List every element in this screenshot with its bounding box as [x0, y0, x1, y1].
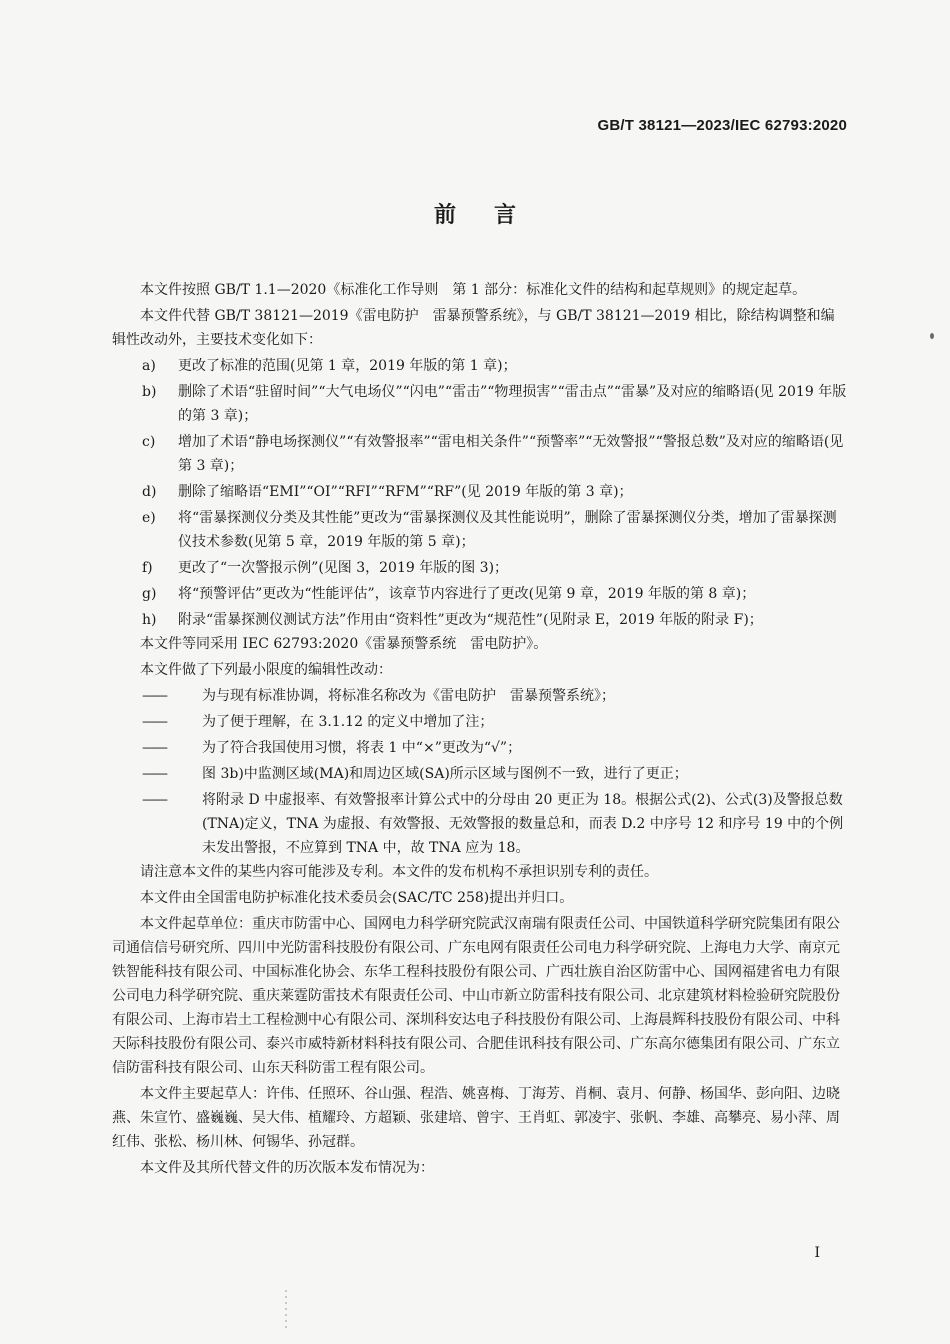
change-text: 删除了术语“驻留时间”“大气电场仪”“闪电”“雷击”“物理损害”“雷击点”“雷暴”及对应的缩略语(见 2019 年版的第 3 章)；	[178, 384, 847, 424]
paragraph-replacement: 本文件代替 GB/T 38121—2019《雷电防护 雷暴预警系统》，与 GB/T 38121—2019 相比，除结构调整和编辑性改动外，主要技术变化如下：	[112, 308, 835, 348]
change-label: g)	[142, 586, 157, 602]
edit-item	[112, 762, 847, 786]
paragraph-equivalence: 本文件等同采用 IEC 62793:2020《雷暴预警系统 雷电防护》。	[140, 636, 548, 652]
change-label: e)	[142, 510, 156, 526]
change-label: a)	[142, 358, 156, 374]
edit-item	[112, 788, 847, 860]
standard-code: GB/T 38121—2023/IEC 62793:2020	[597, 117, 847, 134]
scan-line-icon	[284, 1290, 288, 1330]
edit-item	[112, 710, 847, 734]
change-text: 更改了标准的范围(见第 1 章，2019 年版的第 1 章)；	[178, 358, 517, 374]
dash-mark: ——	[142, 740, 166, 756]
dash-mark: ——	[142, 766, 166, 782]
change-item	[112, 430, 847, 478]
change-text: 更改了“一次警报示例”(见图 3，2019 年版的图 3)；	[178, 560, 509, 576]
change-item	[112, 480, 847, 504]
dash-mark: ——	[142, 714, 166, 730]
change-item	[112, 506, 847, 554]
change-item	[112, 556, 847, 580]
edit-item	[112, 736, 847, 760]
paragraph-committee: 本文件由全国雷电防护标准化技术委员会(SAC/TC 258)提出并归口。	[140, 890, 574, 906]
paragraph-drafting-units: 本文件起草单位：重庆市防雷中心、国网电力科学研究院武汉南瑞有限责任公司、中国铁道科学研究院集团有限公司通信信号研究所、四川中光防雷科技股份有限公司、广东电网有限责任公司电力科学研究院、上海电力大学、南京元铁智能科技有限公司、中国标准化协会、东华工程科技股份有限公司、广西壮族自治区防雷中心、国网福建省电力有限公司电力科学研究院、重庆莱霆防雷技术有限责任公司、中山市新立防雷科技有限公司、北京建筑材料检验研究院股份有限公司、上海市岩土工程检测中心有限公司、深圳科安达电子科技股份有限公司、上海晨辉科技股份有限公司、中科天际科技股份有限公司、泰兴市威特新材料科技有限公司、合肥佳讯科技有限公司、广东高尔德集团有限公司、广东立信防雷科技有限公司、山东天科防雷工程有限公司。	[112, 916, 840, 1076]
foreword-body	[112, 278, 847, 1180]
change-label: c)	[142, 434, 156, 450]
edit-item	[112, 684, 847, 708]
change-label: f)	[142, 560, 153, 576]
change-item	[112, 354, 847, 378]
change-text: 将“雷暴探测仪分类及其性能”更改为“雷暴探测仪及其性能说明”，删除了雷暴探测仪分类，增加了雷暴探测仪技术参数(见第 5 章，2019 年版的第 5 章)；	[178, 510, 837, 550]
change-label: d)	[142, 484, 157, 500]
dash-mark: ——	[142, 688, 166, 704]
scan-speck-icon	[928, 330, 936, 342]
edit-text: 为与现有标准协调，将标准名称改为《雷电防护 雷暴预警系统》；	[202, 688, 615, 704]
paragraph-history: 本文件及其所代替文件的历次版本发布情况为：	[140, 1160, 434, 1176]
paragraph-drafting-rules: 本文件按照 GB/T 1.1—2020《标准化工作导则 第 1 部分：标准化文件的结构和起草规则》的规定起草。	[140, 282, 807, 298]
page-title: 前言	[433, 203, 554, 228]
change-text: 删除了缩略语“EMI”“OI”“RFI”“RFM”“RF”(见 2019 年版的第 3 章)；	[178, 484, 633, 500]
edit-text: 将附录 D 中虚报率、有效警报率计算公式中的分母由 20 更正为 18。根据公式(2)、公式(3)及警报总数(TNA)定义，TNA 为虚报、有效警报、无效警报的数量总和，而表 D.2 中序号 12 和序号 19 中的个例未发出警报，不应算到 TNA 中，故 TNA 应为 18。	[202, 792, 844, 856]
change-text: 附录“雷暴探测仪测试方法”作用由“资料性”更改为“规范性”(见附录 E，2019 年版的附录 F)；	[178, 612, 763, 628]
change-label: h)	[142, 612, 157, 628]
edit-text: 图 3b)中监测区域(MA)和周边区域(SA)所示区域与图例不一致，进行了更正；	[202, 766, 688, 782]
dash-mark: ——	[142, 792, 166, 808]
change-label: b)	[142, 384, 157, 400]
change-item	[112, 380, 847, 428]
change-text: 增加了术语“静电场探测仪”“有效警报率”“雷电相关条件”“预警率”“无效警报”“警报总数”及对应的缩略语(见第 3 章)；	[178, 434, 844, 474]
edit-text: 为了符合我国使用习惯，将表 1 中“×”更改为“√”；	[202, 740, 522, 756]
change-text: 将“预警评估”更改为“性能评估”，该章节内容进行了更改(见第 9 章，2019 年版的第 8 章)；	[178, 586, 756, 602]
paragraph-patent: 请注意本文件的某些内容可能涉及专利。本文件的发布机构不承担识别专利的责任。	[140, 864, 658, 880]
paragraph-drafters: 本文件主要起草人：许伟、任照环、谷山强、程浩、姚喜梅、丁海芳、肖桐、袁月、何静、杨国华、彭向阳、边晓燕、朱宣竹、盛巍巍、吴大伟、植耀玲、方超颖、张建培、曾宇、王肖虹、郭凌宇、张帆、李雄、高攀亮、易小萍、周红伟、张松、杨川林、何锡华、孙冠群。	[112, 1086, 840, 1150]
page-number: I	[814, 1245, 820, 1261]
change-item	[112, 582, 847, 606]
paragraph-editorial-intro: 本文件做了下列最小限度的编辑性改动：	[140, 662, 392, 678]
change-item	[112, 608, 847, 632]
edit-text: 为了便于理解，在 3.1.12 的定义中增加了注；	[202, 714, 494, 730]
